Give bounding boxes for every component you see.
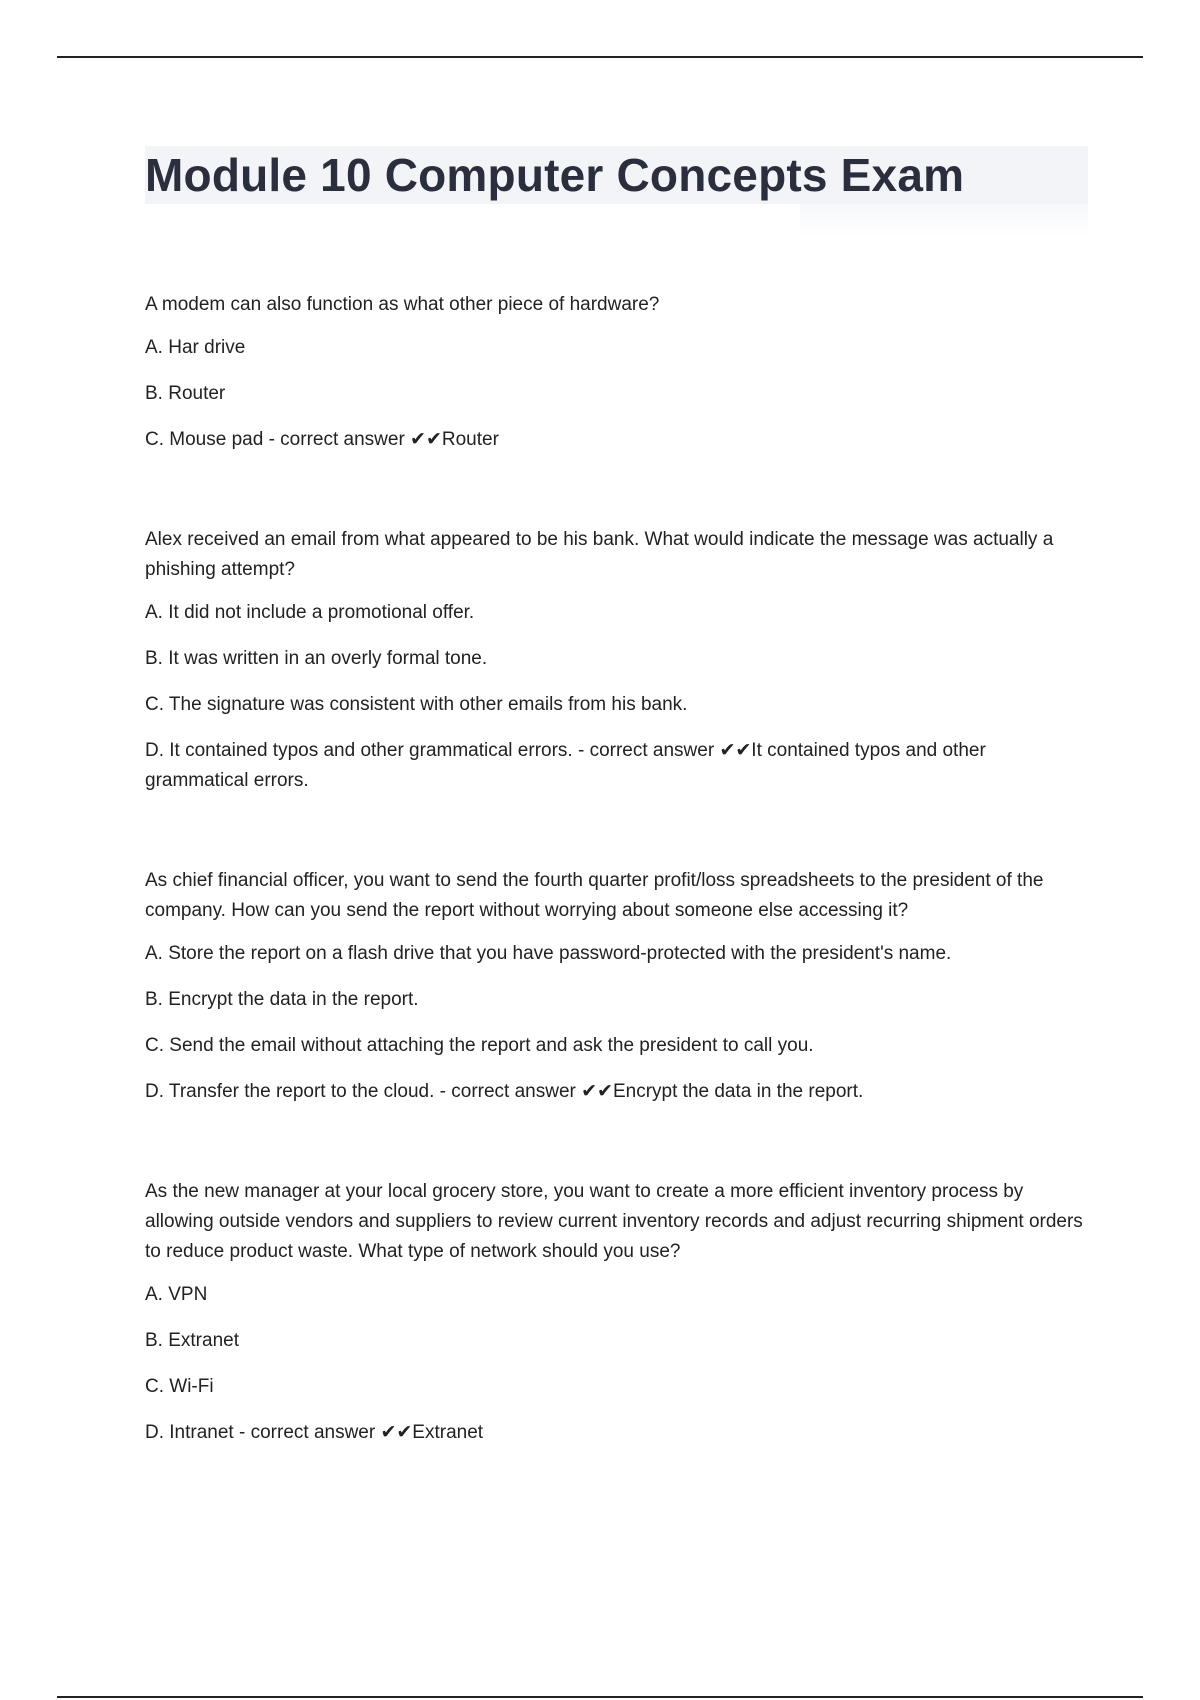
question-3 [145,866,1090,1107]
question-2-prompt: Alex received an email from what appeared to be his bank. What would indicate the message was actually a phishing attempt? [145,529,1054,580]
question-1 [145,290,1090,455]
question-1-option-a: A. Har drive [145,337,246,358]
question-2-option-a: A. It did not include a promotional offer. [145,602,475,623]
bottom-divider [57,1696,1143,1698]
question-3-prompt: As chief financial officer, you want to send the fourth quarter profit/loss spreadsheets to the president of the company. How can you send the report without worrying about someone else accessing it? [145,870,1044,921]
top-divider [57,56,1143,58]
question-2-option-d: D. It contained typos and other grammatical errors. - correct answer ✔✔It contained typos and other grammatical errors. [145,740,986,791]
question-2-option-c: C. The signature was consistent with other emails from his bank. [145,694,688,715]
question-2 [145,525,1090,796]
question-3-option-d: D. Transfer the report to the cloud. - correct answer ✔✔Encrypt the data in the report. [145,1081,864,1102]
question-4-option-a: A. VPN [145,1284,208,1305]
question-4-option-b: B. Extranet [145,1330,239,1351]
question-4-option-d: D. Intranet - correct answer ✔✔Extranet [145,1422,484,1443]
question-4-option-c: C. Wi-Fi [145,1376,214,1397]
question-3-option-c: C. Send the email without attaching the report and ask the president to call you. [145,1035,814,1056]
question-3-option-a: A. Store the report on a flash drive that you have password-protected with the president's name. [145,943,952,964]
page-title: Module 10 Computer Concepts Exam [145,149,965,201]
question-4-prompt: As the new manager at your local grocery store, you want to create a more efficient inventory process by allowing outside vendors and suppliers to review current inventory records and adjust recurring shipment orders to reduce product waste. What type of network should you use? [145,1181,1083,1262]
question-2-option-b: B. It was written in an overly formal tone. [145,648,488,669]
title-highlight-fade [800,204,1088,238]
question-3-option-b: B. Encrypt the data in the report. [145,989,419,1010]
question-list [145,290,1090,1518]
question-4 [145,1177,1090,1448]
question-1-option-c: C. Mouse pad - correct answer ✔✔Router [145,429,499,450]
question-1-prompt: A modem can also function as what other piece of hardware? [145,294,660,315]
question-1-option-b: B. Router [145,383,226,404]
